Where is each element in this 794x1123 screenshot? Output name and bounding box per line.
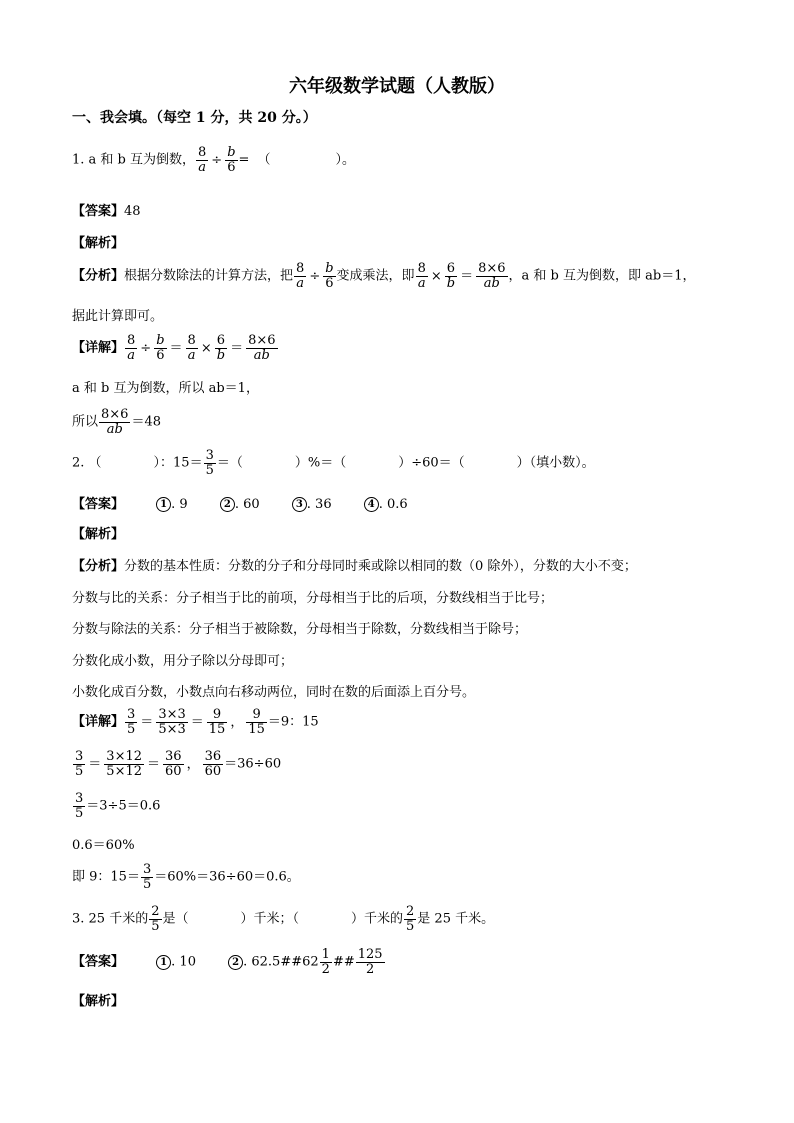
q2-answer: [72, 497, 408, 512]
frac-num: 8: [198, 145, 207, 160]
frac-num: 1: [321, 947, 330, 962]
frac-num: b: [325, 261, 334, 276]
q2-text: 2. （ ）：15＝: [72, 455, 203, 471]
q2-fenxi-1: [72, 560, 637, 573]
frac-den: 6: [325, 275, 334, 291]
q2-fenxi-2: 分数与比的关系：分子相当于比的前项，分母相当于比的后项，分数线相当于比号；: [72, 591, 554, 606]
frac-num: 8: [127, 333, 136, 348]
frac-den: ab: [253, 347, 270, 363]
frac-num: 2: [151, 904, 160, 919]
frac-den: a: [187, 347, 196, 363]
text: 分数的基本性质：分数的分子和分母同时乘或除以相同的数（0 除外），分数的大小不变；: [124, 559, 637, 574]
detail-label: 【详解】: [72, 340, 125, 356]
q2-analysis-label: 【解析】: [72, 527, 125, 542]
q1-prefix: 1. a 和 b 互为倒数，: [72, 152, 196, 168]
answer-label: 【答案】: [72, 204, 125, 219]
frac-num: 8: [187, 333, 196, 348]
frac-den: 6: [156, 347, 165, 363]
q3-text: 3. 25 千米的: [72, 911, 149, 927]
frac-num: 3: [75, 791, 84, 806]
q1-blank: （ ）。: [257, 152, 355, 168]
fenxi-label: 【分析】: [72, 268, 125, 284]
frac-den: 5: [75, 805, 84, 821]
frac-num: 9: [207, 708, 228, 723]
frac-num: 3: [205, 448, 214, 463]
detail-label: 【详解】: [72, 714, 125, 730]
text: ，a 和 b 互为倒数，即 ab＝1，: [508, 268, 696, 284]
frac-den: 60: [204, 763, 222, 779]
text: ＝36÷60: [224, 756, 282, 772]
frac-num: 8: [417, 261, 426, 276]
text: 所以: [72, 414, 99, 430]
frac-num: 6: [445, 262, 457, 277]
q2-detail-4: 0.6＝60%: [72, 838, 135, 853]
q2-fenxi-4: 分数化成小数，用分子除以分母即可；: [72, 654, 294, 669]
answer-sep: ##: [332, 954, 355, 970]
q2-text: ＝（ ）%＝（ ）÷60＝（ ）（填小数）。: [216, 455, 595, 471]
answer-value: . 62.5##62: [243, 954, 319, 970]
q3-analysis-label: 【解析】: [72, 994, 125, 1009]
q1-detail: 【详解】 $\frac{8}{a}$ ÷ $\frac{b}{6}$ ＝ $\frac{8}{a}$ × $\frac{6}{b}$ ＝ $\frac{8\times 6}{ab}$: [72, 333, 276, 363]
frac-den: b: [216, 347, 226, 363]
circled-number: 1: [156, 497, 171, 512]
frac-den: b: [446, 275, 456, 291]
text: ＝48: [131, 414, 161, 430]
answer-label: 【答案】: [72, 497, 125, 512]
frac-den: 15: [248, 721, 265, 737]
circled-number: 4: [364, 497, 379, 512]
frac-num: 36: [165, 749, 182, 764]
frac-num: 9: [246, 708, 267, 723]
q1-analysis-label: 【解析】: [72, 236, 125, 251]
q1-fenxi-line2: 据此计算即可。: [72, 309, 164, 324]
circled-number: 2: [220, 497, 235, 512]
frac-den: 5: [127, 721, 136, 737]
answer-value: . 9: [171, 497, 188, 512]
frac-num: 2: [406, 904, 415, 919]
text: 根据分数除法的计算方法，把: [124, 268, 294, 284]
frac-num: 36: [204, 749, 222, 764]
text: 变成乘法，即: [336, 268, 415, 284]
text: ＝60%＝36÷60＝0.6。: [154, 869, 300, 885]
question-2: [72, 449, 595, 477]
answer-value: . 60: [234, 497, 260, 512]
frac-den: 5×3: [158, 721, 186, 737]
frac-num: 3: [75, 749, 84, 764]
answer-label: 【答案】: [72, 954, 125, 970]
q2-detail-3: [72, 792, 160, 820]
answer-value: . 10: [171, 954, 196, 970]
q2-detail-2: $\frac{3}{5}$ ＝ $\frac{3\times 12}{5\times 12}$ ＝ $\frac{36}{60}$ ， $\frac{36}{60}$ ＝36÷60: [75, 749, 282, 779]
frac-num: 8×6: [478, 261, 506, 276]
q2-detail-5: [72, 863, 300, 891]
frac-den: 5: [75, 763, 84, 779]
frac-den: ab: [483, 275, 500, 291]
answer-value: 48: [124, 204, 141, 219]
frac-den: a: [198, 159, 207, 175]
fenxi-label: 【分析】: [72, 559, 125, 574]
frac-den: 2: [321, 961, 330, 977]
frac-num: 6: [215, 334, 227, 349]
frac-den: a: [417, 275, 426, 291]
frac-num: 8: [296, 261, 305, 276]
q3-text: 是（ ）千米；（ ）千米的: [162, 911, 404, 927]
frac-den: 60: [165, 763, 182, 779]
q1-detail-line3: [72, 408, 161, 436]
frac-den: 5: [406, 918, 415, 934]
circled-number: 2: [228, 955, 243, 970]
q1-detail-line2: a 和 b 互为倒数，所以 ab＝1，: [72, 381, 259, 396]
question-3: [72, 905, 494, 933]
page-title: 六年级数学试题（人教版）: [289, 76, 505, 97]
frac-den: a: [296, 275, 305, 291]
frac-den: a: [127, 347, 136, 363]
frac-num: b: [227, 145, 236, 160]
frac-num: 8×6: [101, 407, 129, 422]
frac-den: 6: [227, 159, 236, 175]
frac-num: 8×6: [248, 333, 276, 348]
text: 即 9：15＝: [72, 869, 140, 885]
q2-detail-1: 【详解】 $\frac{3}{5}$ ＝ $\frac{3\times 3}{5\times 3}$ ＝ $\frac{9}{15}$ ， $\frac{9}{15}$ ＝9：15: [72, 707, 319, 737]
frac-den: 5×12: [106, 763, 143, 779]
q1-answer: [72, 205, 141, 218]
text: ＝9：15: [267, 714, 319, 730]
frac-num: 125: [357, 947, 383, 962]
frac-den: 2: [366, 961, 375, 977]
answer-value: . 0.6: [378, 497, 408, 512]
frac-den: ab: [106, 421, 123, 437]
answer-value: . 36: [306, 497, 332, 512]
q2-fenxi-3: 分数与除法的关系：分子相当于被除数，分母相当于除数，分数线相当于除号；: [72, 622, 528, 637]
q3-answer: [72, 948, 386, 976]
text: ＝3÷5＝0.6: [86, 798, 161, 814]
frac-num: b: [156, 333, 165, 348]
frac-num: 3: [127, 707, 136, 722]
frac-den: 5: [142, 876, 152, 892]
frac-num: 3: [142, 862, 152, 877]
circled-number: 3: [292, 497, 307, 512]
circled-number: 1: [156, 955, 171, 970]
frac-den: 15: [208, 721, 226, 737]
frac-den: 5: [151, 918, 160, 934]
q2-fenxi-5: 小数化成百分数，小数点向右移动两位，同时在数的后面添上百分号。: [72, 685, 476, 700]
question-1: 1. a 和 b 互为倒数， $\frac{8}{a}$ ÷ $\frac{b}{6}$ = （ ）。: [72, 145, 355, 175]
frac-num: 3×12: [106, 749, 143, 764]
q3-text: 是 25 千米。: [417, 911, 495, 927]
frac-num: 3×3: [158, 707, 186, 722]
q1-eq: =: [238, 152, 250, 168]
frac-den: 5: [205, 462, 214, 478]
q1-fenxi: 【分析】根据分数除法的计算方法，把 $\frac{8}{a}$ ÷ $\frac{b}{6}$ 变成乘法，即 $\frac{8}{a}$ × $\frac{6}{b}$ ＝ $\frac{8\times 6}{ab}$ ，a 和 b 互为倒数，即 ab＝1，: [72, 261, 696, 291]
section-heading: 一、我会填。（每空 1 分，共 20 分。）: [72, 110, 317, 126]
